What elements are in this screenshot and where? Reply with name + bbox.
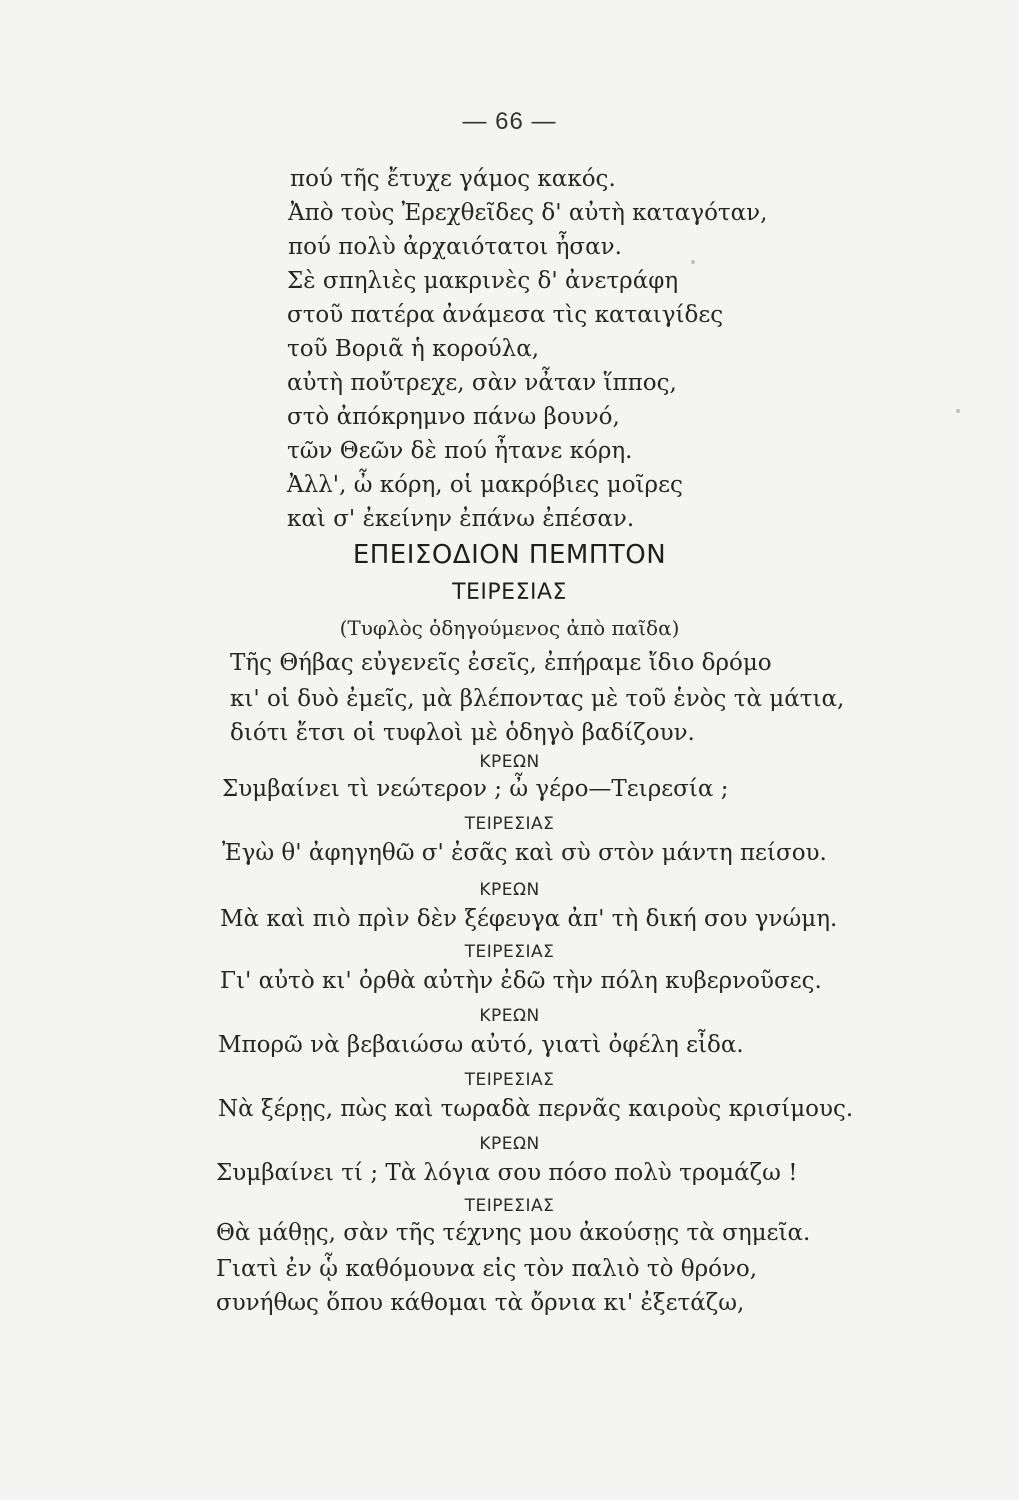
speech-line: Τῆς Θήβας εὐγενεῖς ἐσεῖς, ἐπήραμε ἴδιο δρόμο — [230, 650, 772, 676]
ode-line: στὸ ἀπόκρημνο πάνω βουνό, — [287, 404, 620, 430]
speech-line: Ἐγὼ θ' ἀφηγηθῶ σ' ἐσᾶς καὶ σὺ στὸν μάντη πείσου. — [222, 840, 827, 866]
episode-heading: ΕΠΕΙΣΟΔΙΟΝ ΠΕΜΠΤΟΝ — [352, 540, 667, 570]
scan-speck — [956, 409, 960, 413]
speaker-label: ΚΡΕΩΝ — [479, 880, 540, 900]
ode-line: πού τῆς ἔτυχε γάμος κακός. — [290, 166, 616, 192]
page-number: — 66 — — [462, 108, 557, 135]
speaker-label: ΚΡΕΩΝ — [479, 752, 540, 772]
ode-line: τῶν Θεῶν δὲ πού ἦτανε κόρη. — [287, 438, 633, 464]
speaker-label: ΤΕΙΡΕΣΙΑΣ — [464, 942, 555, 962]
ode-line: τοῦ Βοριᾶ ἡ κορούλα, — [287, 336, 540, 362]
character-heading: ΤΕΙΡΕΣΙΑΣ — [452, 580, 567, 605]
speech-line: Θὰ μάθῃς, σὰν τῆς τέχνης μου ἀκούσῃς τὰ σημεῖα. — [216, 1220, 811, 1246]
speaker-label: ΚΡΕΩΝ — [479, 1006, 540, 1026]
stage-direction: (Τυφλὸς ὁδηγούμενος ἀπὸ παῖδα) — [339, 616, 680, 640]
speech-line: Νὰ ξέρῃς, πὼς καὶ τωραδὰ περνᾶς καιροὺς κρισίμους. — [218, 1096, 854, 1122]
speech-line: κι' οἱ δυὸ ἐμεῖς, μὰ βλέποντας μὲ τοῦ ἑνὸς τὰ μάτια, — [230, 686, 845, 712]
speech-line: Συμβαίνει τὶ νεώτερον ; ὦ γέρο—Τειρεσία ; — [222, 776, 729, 802]
speech-line: Γι' αὐτὸ κι' ὀρθὰ αὐτὴν ἐδῶ τὴν πόλη κυβερνοῦσες. — [220, 968, 822, 994]
speaker-label: ΤΕΙΡΕΣΙΑΣ — [464, 814, 555, 834]
speech-line: Μπορῶ νὰ βεβαιώσω αὐτό, γιατὶ ὀφέλη εἶδα. — [218, 1032, 744, 1058]
speaker-label: ΤΕΙΡΕΣΙΑΣ — [464, 1196, 555, 1216]
ode-line: καὶ σ' ἐκείνην ἐπάνω ἐπέσαν. — [287, 506, 635, 532]
speaker-label: ΚΡΕΩΝ — [479, 1134, 540, 1154]
ode-line: αὐτὴ ποὔτρεχε, σὰν νἆταν ἵππος, — [287, 370, 677, 396]
scan-speck — [691, 260, 695, 264]
ode-line: πού πολὺ ἀρχαιότατοι ἦσαν. — [288, 234, 622, 260]
ode-line: Ἀλλ', ὦ κόρη, οἱ μακρόβιες μοῖρες — [287, 472, 683, 498]
speech-line: διότι ἔτσι οἱ τυφλοὶ μὲ ὁδηγὸ βαδίζουν. — [230, 720, 695, 746]
ode-line: στοῦ πατέρα ἀνάμεσα τὶς καταιγίδες — [287, 302, 724, 328]
ode-line: Ἀπὸ τοὺς Ἐρεχθεῖδες δ' αὐτὴ καταγόταν, — [288, 200, 768, 226]
speech-line: Συμβαίνει τί ; Τὰ λόγια σου πόσο πολὺ τρομάζω ! — [216, 1160, 798, 1186]
speech-line: συνήθως ὅπου κάθομαι τὰ ὄρνια κι' ἐξετάζω, — [216, 1290, 745, 1316]
speech-line: Μὰ καὶ πιὸ πρὶν δὲν ξέφευγα ἀπ' τὴ δική σου γνώμη. — [220, 906, 838, 932]
ode-line: Σὲ σπηλιὲς μακρινὲς δ' ἀνετράφη — [287, 268, 679, 294]
speech-line: Γιατὶ ἐν ᾧ καθόμουνα εἰς τὸν παλιὸ τὸ θρόνο, — [216, 1256, 758, 1282]
speaker-label: ΤΕΙΡΕΣΙΑΣ — [464, 1070, 555, 1090]
